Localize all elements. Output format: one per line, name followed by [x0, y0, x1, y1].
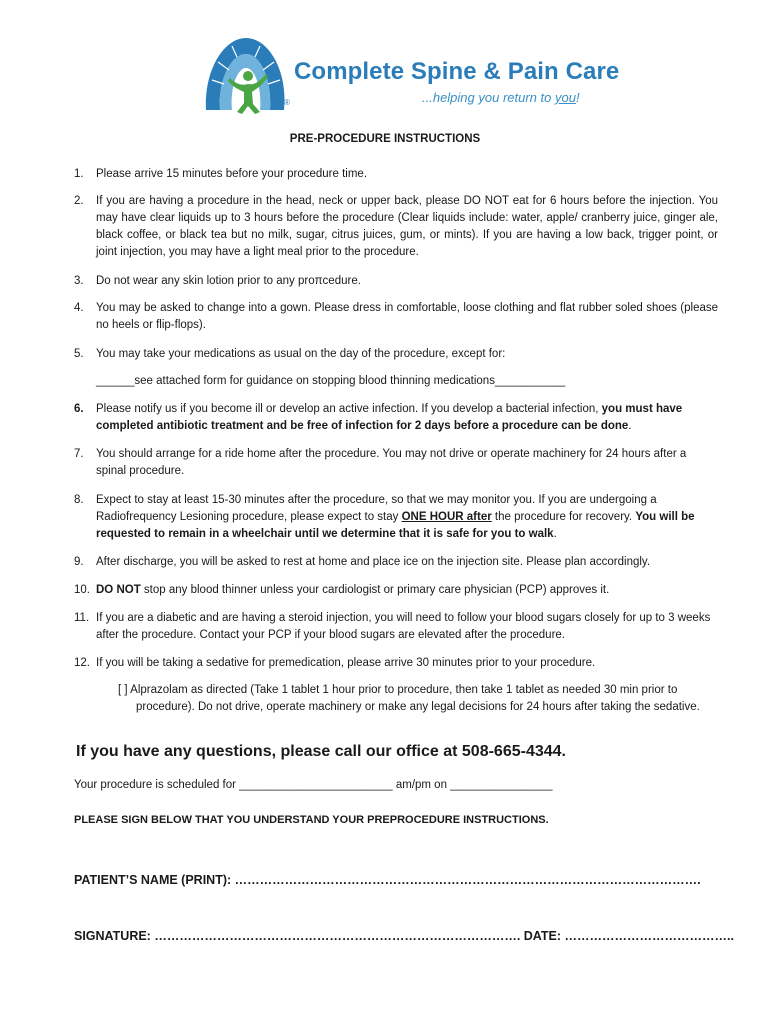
company-logo: [196, 30, 620, 120]
instruction-item-6: [74, 401, 718, 435]
item-number: 1.: [74, 168, 84, 180]
instruction-item-3: [74, 273, 718, 290]
item-number: 2.: [74, 195, 84, 207]
instruction-item-9: [74, 554, 718, 571]
sign-instruction: PLEASE SIGN BELOW THAT YOU UNDERSTAND YOUR PREPROCEDURE INSTRUCTIONS.: [74, 814, 549, 826]
sedative-option-text: [ ] Alprazolam as directed (Take 1 tablet 1 hour prior to procedure, then take 1 tablet as needed 30 min prior to procedure). Do not drive, operate machinery or make any legal decisions for 24 hours after taking the sedative.: [118, 684, 700, 713]
registered-mark: ®: [284, 98, 290, 107]
item-text: Please arrive 15 minutes before your procedure time.: [96, 168, 368, 180]
item-text-bold: You will be requested to remain in a wheelchair until we determine that it is safe for you to walk: [96, 511, 695, 540]
instruction-item-7: [74, 446, 718, 480]
instruction-item-4: [74, 300, 718, 334]
item-text: If you are having a procedure in the head, neck or upper back, please DO NOT eat for 6 hours before the injection. You may have clear liquids up to 3 hours before the procedure (Clear liquids include: water, apple/ cranberry juice, ginger ale, black coffee, or black tea but no milk, sugar, citrus juices, gum, or mints). If you are having a low back, trigger point, or joint injection, you may have a light meal prior to the procedure.: [96, 195, 718, 258]
item-text: [96, 492, 718, 543]
item-text-end: .: [628, 420, 632, 432]
item-text-plain-2: the procedure for recovery.: [491, 511, 636, 523]
item-text-plain: Please notify us if you become ill or develop an active infection. If you develop a bacterial infection,: [96, 403, 602, 415]
item-text: You should arrange for a ride home after the procedure. You may not drive or operate machinery for 24 hours after a spinal procedure.: [96, 448, 687, 477]
item-text: You may take your medications as usual on the day of the procedure, except for:: [96, 348, 506, 360]
instruction-item-10: [74, 582, 718, 599]
tagline-emphasis: you: [554, 90, 576, 105]
item-text-bold: you must have completed antibiotic treatment and be free of infection for 2 days before a procedure can be done: [96, 403, 683, 432]
item-number: 12.: [74, 657, 90, 669]
instruction-item-12: [74, 655, 718, 672]
item-text: If you will be taking a sedative for premedication, please arrive 30 minutes prior to your procedure.: [96, 657, 596, 669]
item-number: 11.: [74, 612, 90, 624]
instruction-item-11: [74, 610, 718, 644]
sedative-option: [118, 682, 716, 716]
logo-emblem-icon: [196, 30, 292, 116]
item-number: 9.: [74, 556, 84, 568]
item-text: Do not wear any skin lotion prior to any proπcedure.: [96, 275, 361, 287]
questions-callout: If you have any questions, please call our office at 508-665-4344.: [76, 743, 566, 760]
item-text-bold: DO NOT: [96, 584, 141, 596]
tagline-suffix: !: [575, 90, 580, 105]
item-text: [96, 401, 718, 435]
schedule-line: Your procedure is scheduled for ________________________ am/pm on ________________: [74, 779, 553, 791]
instruction-item-2: [74, 193, 718, 261]
item-number: 6.: [74, 403, 84, 415]
company-tagline: [422, 90, 580, 105]
item-text: You may be asked to change into a gown. Please dress in comfortable, loose clothing and flat rubber soled shoes (please no heels or flip-flops).: [96, 302, 718, 331]
instruction-item-1: [74, 166, 718, 183]
tagline-prefix: ...helping you return to: [422, 90, 555, 105]
instruction-item-8: [74, 492, 718, 543]
signature-date-line: SIGNATURE: ……………………………………………………………………………. DATE: …………………………………..: [74, 929, 734, 943]
item-text-plain: stop any blood thinner unless your cardiologist or primary care physician (PCP) approves it.: [140, 584, 610, 596]
company-name: Complete Spine & Pain Care: [294, 58, 620, 85]
patient-name-line: PATIENT’S NAME (PRINT): ………………………………………………………………………………………………….: [74, 873, 701, 887]
item-text: If you are a diabetic and are having a steroid injection, you will need to follow your blood sugars closely for up to 3 weeks after the procedure. Contact your PCP if your blood sugars are elevated after the procedure.: [96, 612, 711, 641]
item-text: After discharge, you will be asked to rest at home and place ice on the injection site. Please plan accordingly.: [96, 556, 651, 568]
item-number: 3.: [74, 275, 84, 287]
item-number: 8.: [74, 494, 84, 506]
instruction-item-5: [74, 346, 718, 363]
medications-exception-line: ______see attached form for guidance on stopping blood thinning medications___________: [96, 375, 566, 387]
item-number: 5.: [74, 348, 84, 360]
item-text-plain: Expect to stay at least 15-30 minutes after the procedure, so that we may monitor you. If you are undergoing a Radiofrequency Lesioning procedure, please expect to stay: [96, 494, 657, 523]
item-text-end: .: [553, 528, 557, 540]
item-number: 10.: [74, 584, 90, 596]
document-title: PRE-PROCEDURE INSTRUCTIONS: [289, 133, 481, 145]
item-number: 4.: [74, 302, 84, 314]
item-text-emphasis: ONE HOUR after: [401, 511, 492, 523]
item-number: 7.: [74, 448, 84, 460]
item-text: [96, 582, 718, 599]
